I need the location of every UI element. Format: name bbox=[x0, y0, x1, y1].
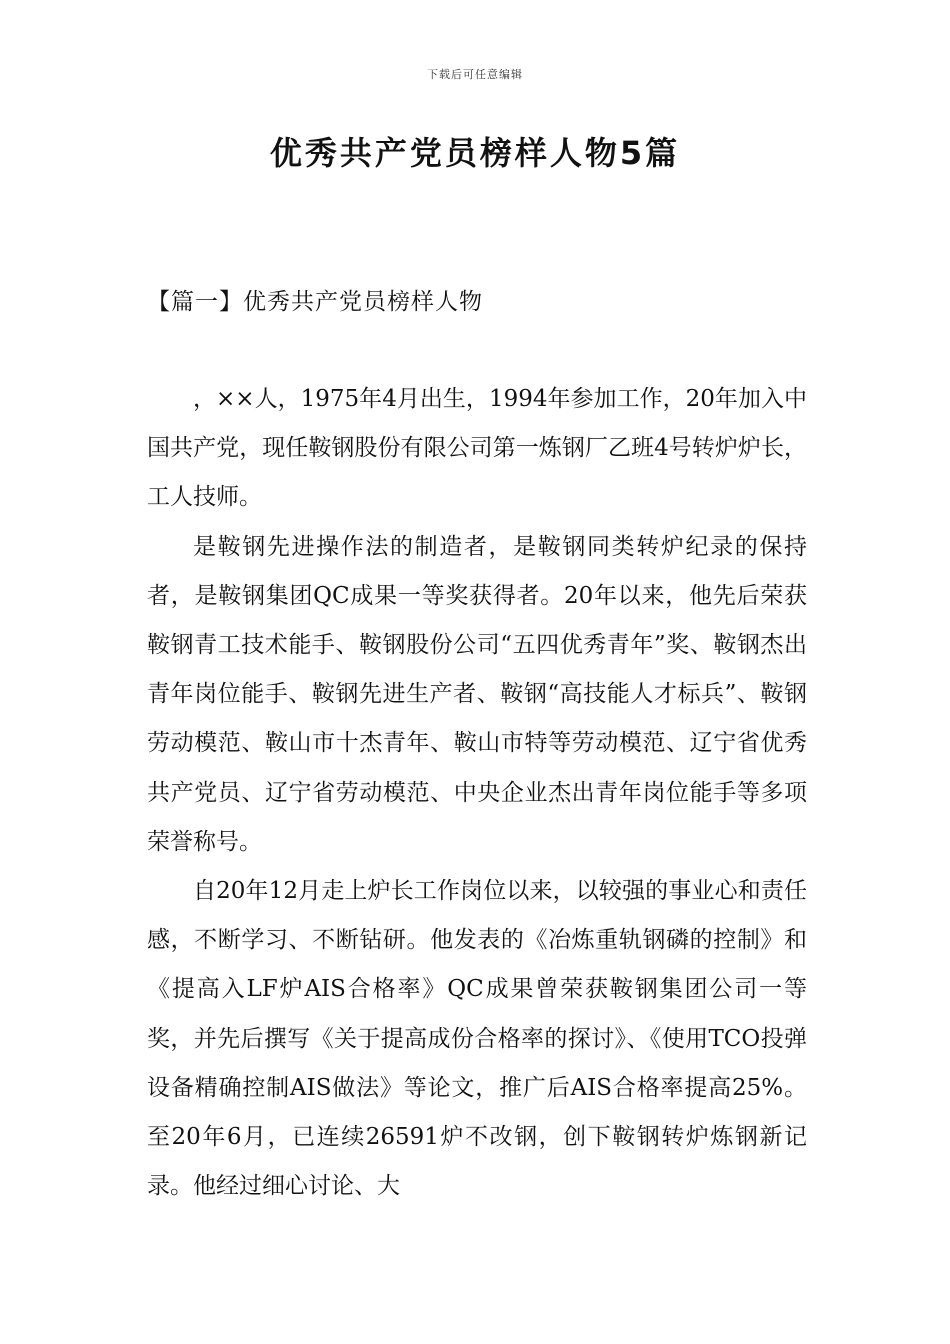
document-title: 优秀共产党员榜样人物5篇 bbox=[269, 134, 681, 172]
section-heading: 【篇一】优秀共产党员榜样人物 bbox=[147, 289, 483, 315]
body-text bbox=[147, 375, 807, 1211]
header-note: 下载后可任意编辑 bbox=[427, 68, 523, 81]
paragraph-2: 是鞍钢先进操作法的制造者，是鞍钢同类转炉纪录的保持者，是鞍钢集团QC成果一等奖获得者。20年以来，他先后荣获鞍钢青工技术能手、鞍钢股份公司“五四优秀青年”奖、鞍钢杰出青年岗位能手、鞍钢先进生产者、鞍钢“高技能人才标兵”、鞍钢劳动模范、鞍山市十杰青年、鞍山市特等劳动模范、辽宁省优秀共产党员、辽宁省劳动模范、中央企业杰出青年岗位能手等多项荣誉称号。 bbox=[147, 533, 807, 855]
paragraph-1: ，××人，1975年4月出生，1994年参加工作，20年加入中国共产党，现任鞍钢股份有限公司第一炼钢厂乙班4号转炉炉长，工人技师。 bbox=[147, 386, 807, 511]
paragraph-3: 自20年12月走上炉长工作岗位以来，以较强的事业心和责任感，不断学习、不断钻研。他发表的《冶炼重轨钢磷的控制》和《提高入LF炉AIS合格率》QC成果曾荣获鞍钢集团公司一等奖，并先后撰写《关于提高成份合格率的探讨》、《使用TCO投弹设备精确控制AIS做法》等论文，推广后AIS合格率提高25%。至20年6月，已连续26591炉不改钢，创下鞍钢转炉炼钢新记录。他经过细心讨论、大 bbox=[147, 878, 807, 1200]
